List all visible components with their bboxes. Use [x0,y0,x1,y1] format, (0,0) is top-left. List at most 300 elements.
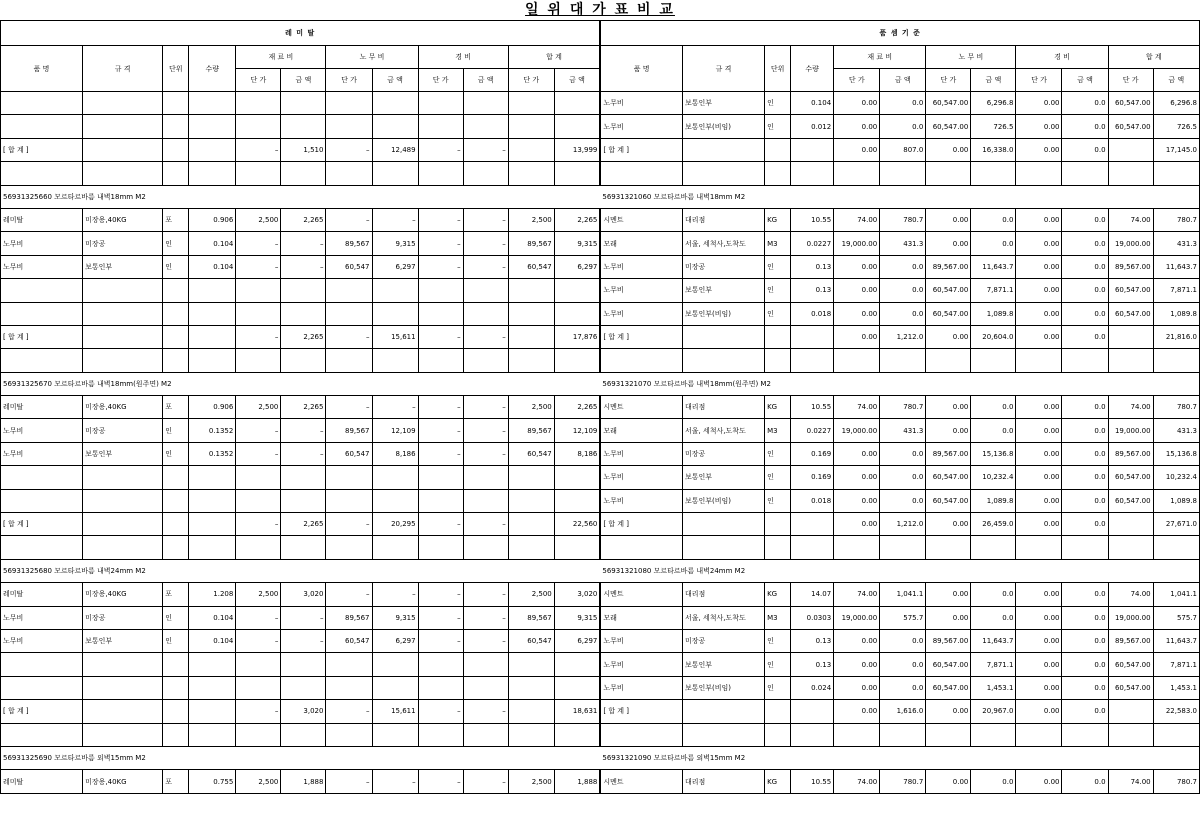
right-cell: 0.0 [1062,583,1108,606]
left-cell: 6,297 [554,629,600,652]
right-cell: 0.00 [1016,629,1062,652]
right-header-total: 합 계 [1108,46,1199,69]
left-cell [236,92,281,115]
right-cell: 0.0 [971,208,1016,231]
right-cell: 89,567.00 [1108,629,1153,652]
left-cell [83,325,163,348]
left-cell [163,302,189,325]
left-cell [163,653,189,676]
left-cell [372,536,418,559]
right-cell: 60,547.00 [1108,653,1153,676]
right-cell [682,700,764,723]
right-cell [971,162,1016,185]
right-cell [1153,536,1199,559]
left-cell: 0.906 [189,208,236,231]
right-cell: 0.0 [1062,700,1108,723]
right-cell: 10.55 [791,770,834,793]
right-cell: 0.0 [1062,653,1108,676]
right-cell: 0.169 [791,466,834,489]
left-cell: 9,315 [372,606,418,629]
left-cell: – [326,138,372,161]
right-cell: 0.0303 [791,606,834,629]
right-cell: 807.0 [880,138,926,161]
right-cell: 0.0 [971,770,1016,793]
section-header-row [1,746,1200,769]
right-cell: 60,547.00 [1108,676,1153,699]
right-cell: 27,671.0 [1153,513,1199,536]
right-cell: 노무비 [600,115,682,138]
left-cell: 노무비 [1,629,83,652]
left-cell: 포 [163,770,189,793]
right-cell: 726.5 [971,115,1016,138]
left-cell: 인 [163,629,189,652]
right-cell: 0.00 [834,700,880,723]
right-cell: 인 [765,92,791,115]
right-cell: 726.5 [1153,115,1199,138]
right-cell: 11,643.7 [971,629,1016,652]
left-cell [281,489,326,512]
right-cell: 780.7 [880,208,926,231]
left-header-material-amount: 금 액 [281,69,326,92]
right-cell [926,349,971,372]
left-cell [83,349,163,372]
right-cell: 0.00 [834,92,880,115]
right-cell [926,162,971,185]
left-cell [281,723,326,746]
right-cell: 74.00 [1108,396,1153,419]
table-row [1,302,1200,325]
left-cell: – [326,700,372,723]
left-cell [418,302,463,325]
right-cell: 0.00 [1016,396,1062,419]
right-cell: 노무비 [600,92,682,115]
right-cell: 0.0227 [791,419,834,442]
right-cell: 89,567.00 [1108,255,1153,278]
right-cell: 15,136.8 [1153,442,1199,465]
left-cell [418,115,463,138]
right-cell: 60,547.00 [926,279,971,302]
left-cell: 0.104 [189,606,236,629]
left-cell [463,302,508,325]
right-cell: 7,871.1 [971,279,1016,302]
left-cell: – [418,419,463,442]
right-header-unit: 단위 [765,46,791,92]
right-cell: 0.00 [834,115,880,138]
left-cell [1,489,83,512]
left-cell [189,115,236,138]
left-cell [463,349,508,372]
right-cell: 19,000.00 [834,419,880,442]
left-cell [418,676,463,699]
left-cell: 60,547 [508,255,554,278]
right-cell [682,536,764,559]
left-header-total-amount: 금 액 [554,69,600,92]
right-cell: 보통인부(비임) [682,676,764,699]
right-cell: 인 [765,489,791,512]
right-cell [682,138,764,161]
right-cell: 0.00 [1016,676,1062,699]
left-cell: 1,888 [281,770,326,793]
left-cell: – [281,419,326,442]
left-cell [163,466,189,489]
left-cell: – [236,442,281,465]
left-cell [554,302,600,325]
right-cell: 60,547.00 [1108,92,1153,115]
right-cell: 74.00 [1108,208,1153,231]
left-cell [163,700,189,723]
right-cell: 1,089.8 [1153,302,1199,325]
left-group-header: 레 미 탈 [1,21,601,46]
left-cell [554,115,600,138]
left-cell: – [326,325,372,348]
left-cell: 60,547 [326,255,372,278]
left-cell [1,349,83,372]
table-row [1,442,1200,465]
left-cell [163,138,189,161]
right-cell: 시멘트 [600,208,682,231]
left-cell [508,723,554,746]
right-cell: 0.0 [1062,676,1108,699]
left-cell: – [463,583,508,606]
left-cell: 12,489 [372,138,418,161]
right-cell: 인 [765,676,791,699]
left-cell [83,489,163,512]
right-cell: 74.00 [834,396,880,419]
right-cell: 보통인부 [682,466,764,489]
left-cell [508,325,554,348]
left-cell: 0.906 [189,396,236,419]
section-header-row [1,559,1200,582]
right-cell: 60,547.00 [1108,279,1153,302]
right-cell: 인 [765,629,791,652]
right-cell: 0.00 [926,419,971,442]
right-section-title: 56931321070 모르타르바름 내벽18mm(원주면) M2 [600,372,1199,395]
left-cell: – [236,629,281,652]
left-cell [83,279,163,302]
left-cell [508,676,554,699]
right-cell: 0.00 [834,138,880,161]
left-cell: 89,567 [326,419,372,442]
left-cell: – [236,325,281,348]
left-header-material-unit-price: 단 가 [236,69,281,92]
right-header-material-unit-price: 단 가 [834,69,880,92]
left-cell: 노무비 [1,606,83,629]
right-cell: 19,000.00 [1108,419,1153,442]
right-cell: 7,871.1 [1153,653,1199,676]
left-cell: – [236,419,281,442]
table-row [1,162,1200,185]
left-cell: 60,547 [508,629,554,652]
left-cell: 노무비 [1,442,83,465]
right-cell [1153,723,1199,746]
left-cell: 89,567 [508,419,554,442]
right-cell: 575.7 [880,606,926,629]
left-cell [554,349,600,372]
right-cell: [ 합 계 ] [600,513,682,536]
left-cell [281,279,326,302]
left-cell: 18,631 [554,700,600,723]
right-cell: 0.00 [1016,770,1062,793]
right-cell: 0.0 [1062,232,1108,255]
right-cell [1108,325,1153,348]
left-cell: 3,020 [281,700,326,723]
left-cell [508,92,554,115]
left-cell: – [418,583,463,606]
left-cell: 인 [163,255,189,278]
right-cell [834,162,880,185]
left-cell: 레미탈 [1,583,83,606]
right-cell [600,349,682,372]
left-cell: – [326,208,372,231]
table-row [1,629,1200,652]
right-cell: 0.0 [971,583,1016,606]
left-cell [418,349,463,372]
left-header-labor-amount: 금 액 [372,69,418,92]
left-header-labor: 노 무 비 [326,46,418,69]
right-cell: 0.00 [1016,606,1062,629]
right-cell: 0.00 [1016,255,1062,278]
left-cell [326,676,372,699]
left-cell: 포 [163,208,189,231]
right-cell: 0.13 [791,279,834,302]
right-cell: 0.00 [834,466,880,489]
right-cell: 780.7 [1153,208,1199,231]
right-cell: 431.3 [1153,232,1199,255]
left-cell: – [463,629,508,652]
right-cell: 0.0227 [791,232,834,255]
right-cell: 10,232.4 [971,466,1016,489]
left-cell [281,302,326,325]
right-cell [1016,723,1062,746]
right-header-labor-amount: 금 액 [971,69,1016,92]
right-cell: 60,547.00 [1108,466,1153,489]
right-cell [1062,536,1108,559]
right-cell: 0.00 [1016,302,1062,325]
right-cell [880,349,926,372]
title-text: 일 위 대 가 표 비 교 [525,2,675,18]
left-cell [189,138,236,161]
right-cell: 0.00 [1016,232,1062,255]
left-cell [326,536,372,559]
left-cell [189,279,236,302]
right-cell [791,536,834,559]
left-cell [163,92,189,115]
right-cell [1108,536,1153,559]
table-row [1,700,1200,723]
left-cell: 89,567 [326,232,372,255]
right-cell: 인 [765,115,791,138]
left-cell: 보통인부 [83,255,163,278]
left-cell: 17,876 [554,325,600,348]
table-row [1,419,1200,442]
right-cell: 0.00 [834,279,880,302]
right-cell [1016,536,1062,559]
right-cell: 60,547.00 [1108,302,1153,325]
left-cell: – [372,583,418,606]
right-cell: 서울, 세척사,도착도 [682,419,764,442]
left-cell: – [463,442,508,465]
right-cell: 0.00 [1016,653,1062,676]
left-cell [163,162,189,185]
left-cell: 2,265 [554,396,600,419]
right-cell: 20,604.0 [971,325,1016,348]
right-header-name: 품 명 [600,46,682,92]
right-cell: 0.00 [926,208,971,231]
right-cell [765,349,791,372]
left-section-title: 56931325670 모르타르바름 내벽18mm(원주면) M2 [1,372,601,395]
left-cell: – [372,396,418,419]
left-cell [236,653,281,676]
table-row [1,92,1200,115]
right-header-material-amount: 금 액 [880,69,926,92]
document-title [0,0,1200,20]
left-cell [372,92,418,115]
left-cell [372,466,418,489]
right-cell: 0.0 [1062,466,1108,489]
left-cell: 노무비 [1,419,83,442]
left-cell [189,162,236,185]
table-row [1,396,1200,419]
left-cell: 2,500 [236,583,281,606]
left-cell: – [281,606,326,629]
right-cell: 0.00 [926,770,971,793]
right-cell: 0.104 [791,92,834,115]
right-header-spec: 규 격 [682,46,764,92]
right-cell [1016,162,1062,185]
left-header-total-unit-price: 단 가 [508,69,554,92]
left-cell: 12,109 [554,419,600,442]
right-cell: [ 합 계 ] [600,700,682,723]
left-cell: 인 [163,442,189,465]
table-row [1,606,1200,629]
left-cell: 0.1352 [189,442,236,465]
left-cell [463,536,508,559]
right-cell: 575.7 [1153,606,1199,629]
right-cell: 0.0 [880,629,926,652]
right-cell: M3 [765,419,791,442]
left-cell: 3,020 [281,583,326,606]
right-cell: 1,616.0 [880,700,926,723]
left-cell [418,162,463,185]
right-header-expense-unit-price: 단 가 [1016,69,1062,92]
right-cell: 0.0 [1062,138,1108,161]
right-cell: 0.00 [1016,92,1062,115]
right-cell [600,162,682,185]
right-cell [1062,349,1108,372]
left-cell [163,489,189,512]
left-cell: 레미탈 [1,396,83,419]
left-cell: 포 [163,396,189,419]
left-cell [463,653,508,676]
right-cell: 0.00 [1016,583,1062,606]
right-section-title: 56931321080 모르타르바름 내벽24mm M2 [600,559,1199,582]
comparison-table [0,20,1200,794]
left-cell [236,302,281,325]
left-cell: – [236,232,281,255]
right-cell [682,349,764,372]
left-cell: 9,315 [554,232,600,255]
left-cell: 미장용,40KG [83,583,163,606]
left-cell [236,279,281,302]
right-cell: 서울, 세척사,도착도 [682,232,764,255]
left-cell [372,676,418,699]
left-cell [326,162,372,185]
right-cell [600,536,682,559]
left-cell: 미장용,40KG [83,208,163,231]
left-cell: – [236,700,281,723]
right-cell: 0.024 [791,676,834,699]
left-cell [326,115,372,138]
left-cell: – [418,208,463,231]
left-cell: – [236,255,281,278]
right-cell: 인 [765,279,791,302]
right-cell: 0.0 [880,279,926,302]
left-cell: – [418,606,463,629]
right-cell: 0.0 [1062,396,1108,419]
left-cell [508,700,554,723]
right-header-expense: 경 비 [1016,46,1108,69]
left-cell: 노무비 [1,232,83,255]
right-cell [971,723,1016,746]
left-cell [418,489,463,512]
left-cell [554,162,600,185]
right-cell: 431.3 [880,232,926,255]
left-cell [83,115,163,138]
right-cell: 780.7 [1153,396,1199,419]
left-cell [236,349,281,372]
left-cell [463,723,508,746]
right-cell: 인 [765,653,791,676]
left-cell: 2,500 [236,770,281,793]
table-row [1,583,1200,606]
left-header-labor-unit-price: 단 가 [326,69,372,92]
right-cell: M3 [765,606,791,629]
table-row [1,489,1200,512]
right-cell: 0.00 [834,302,880,325]
right-cell: 대리점 [682,208,764,231]
left-cell: 미장공 [83,606,163,629]
right-cell: 노무비 [600,653,682,676]
left-cell [372,302,418,325]
right-cell: 모래 [600,232,682,255]
right-cell: 0.0 [880,255,926,278]
left-cell: 0.104 [189,629,236,652]
right-cell: 20,967.0 [971,700,1016,723]
left-cell [189,536,236,559]
right-cell: 보통인부(비임) [682,489,764,512]
right-cell: 17,145.0 [1153,138,1199,161]
right-cell: [ 합 계 ] [600,138,682,161]
right-cell [765,723,791,746]
left-cell: 레미탈 [1,770,83,793]
right-cell: KG [765,583,791,606]
left-cell [554,489,600,512]
right-cell: 0.13 [791,255,834,278]
left-cell: – [463,700,508,723]
right-cell: 74.00 [834,583,880,606]
left-cell: 2,500 [236,208,281,231]
left-header-name: 품 명 [1,46,83,92]
left-cell: – [463,770,508,793]
right-cell: 시멘트 [600,583,682,606]
right-cell [1108,700,1153,723]
left-cell [554,92,600,115]
left-cell [189,92,236,115]
left-cell: 6,297 [372,629,418,652]
right-cell: 1,453.1 [1153,676,1199,699]
left-cell [372,279,418,302]
left-cell: – [463,325,508,348]
